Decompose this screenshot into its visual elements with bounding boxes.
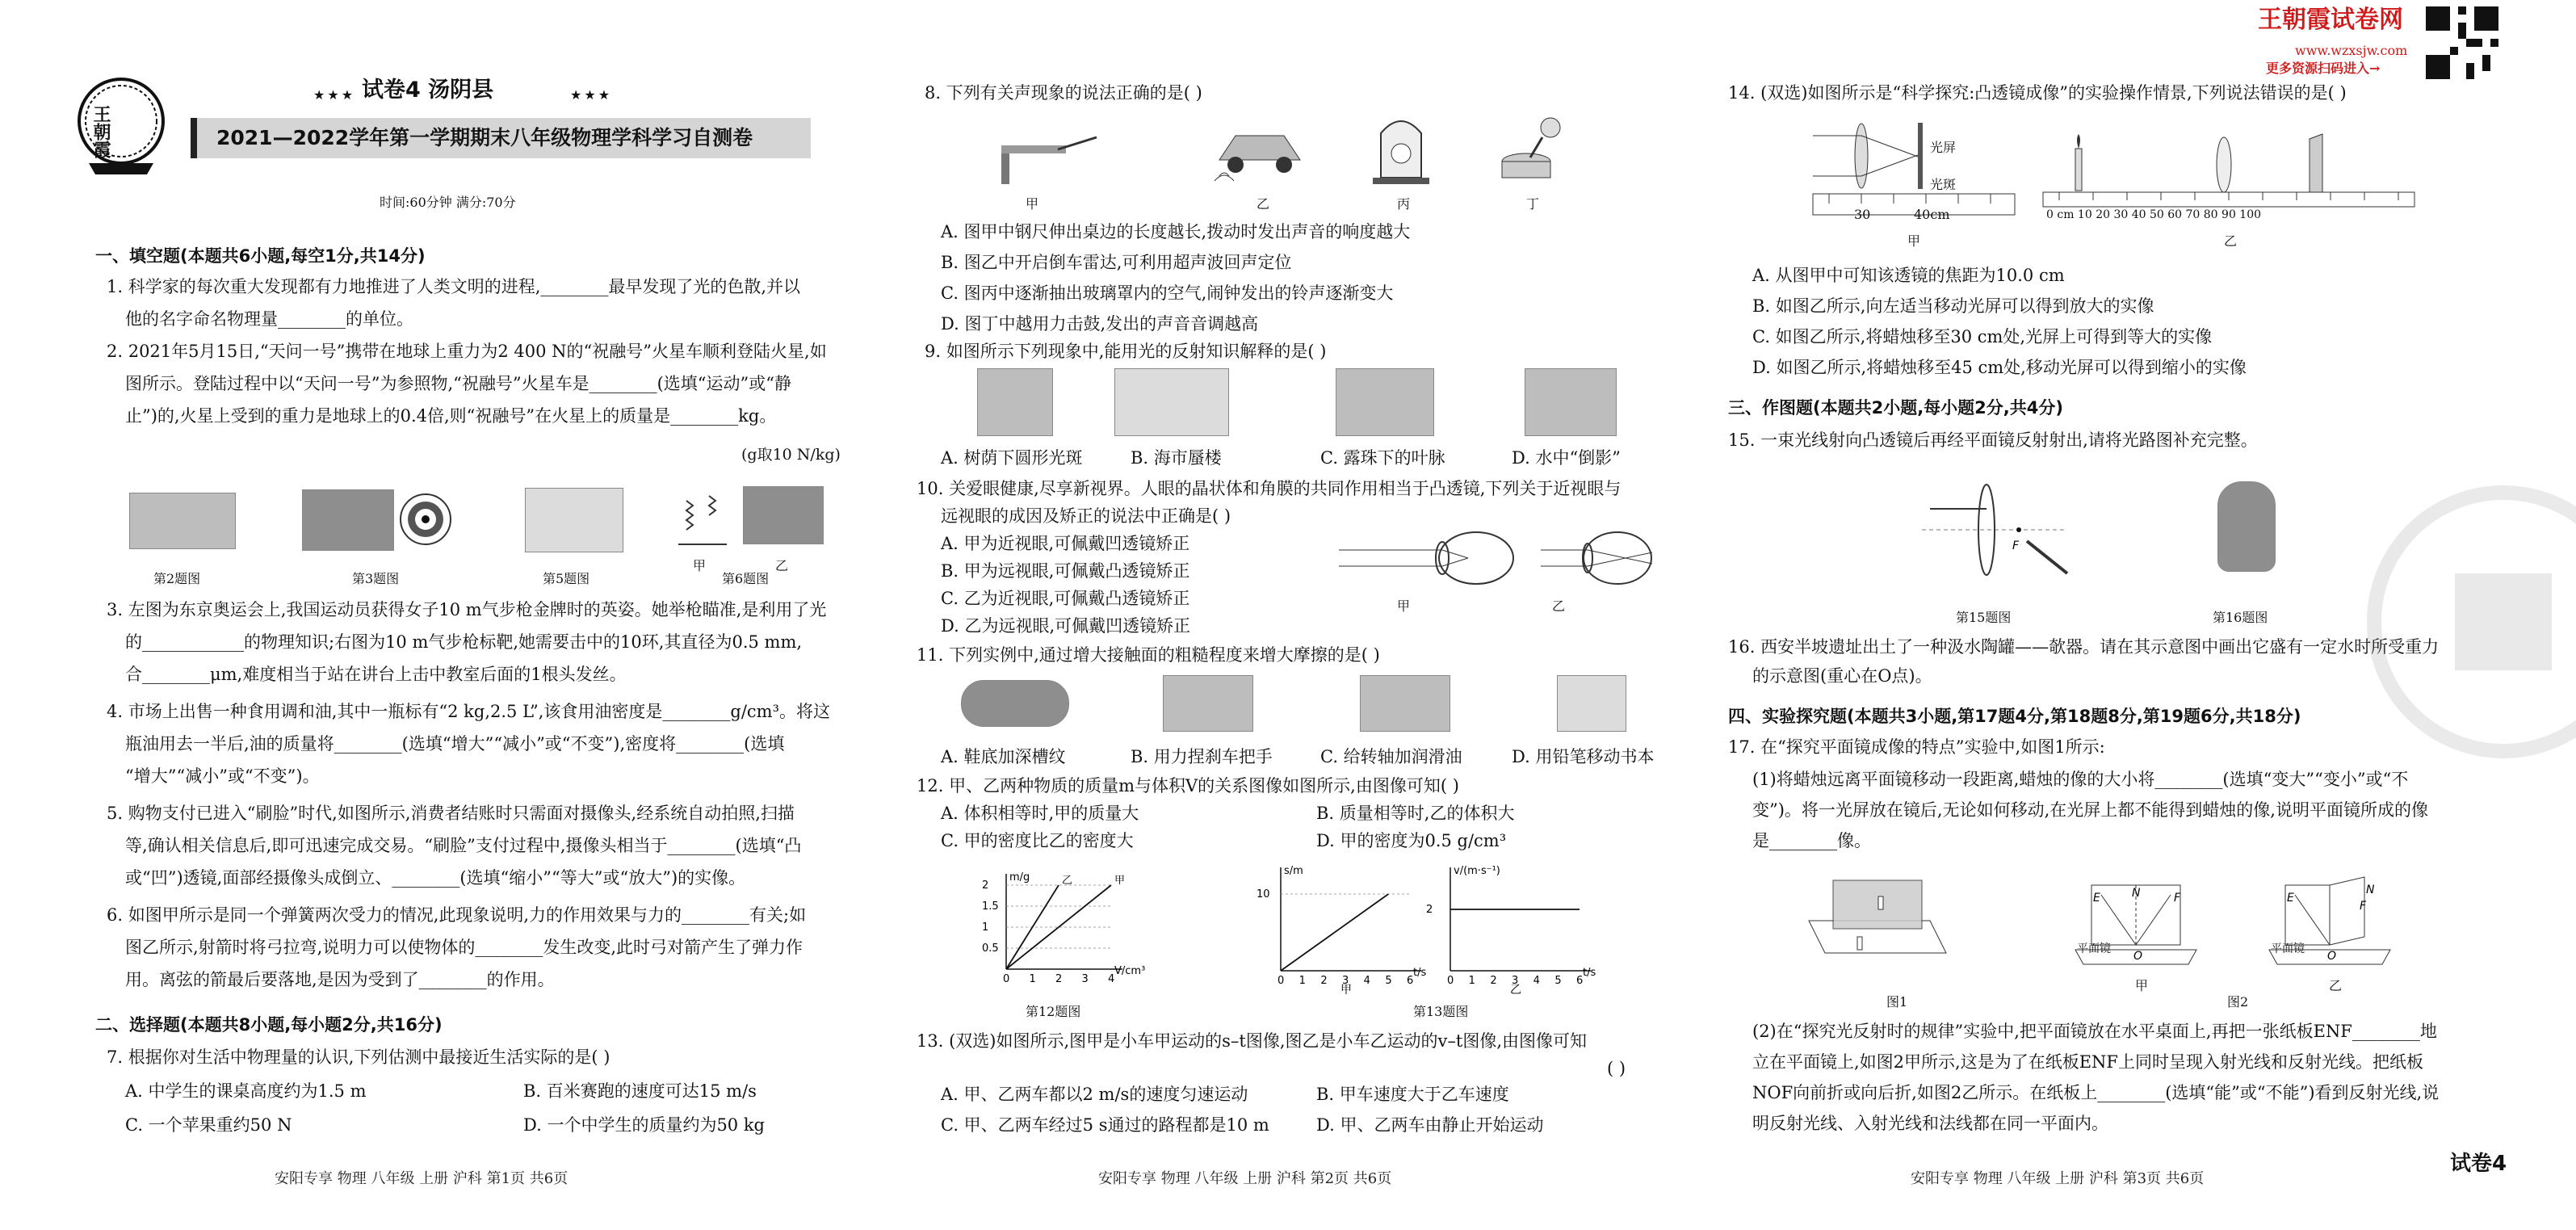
q11-fig-d-image	[1557, 675, 1626, 732]
series-line-0	[1281, 894, 1388, 971]
q8-option-a: A. 图甲中钢尺伸出桌边的长度越长,拨动时发出声音的响度越大	[941, 222, 1411, 241]
q7-stem: 7. 根据你对生活中物理量的认识,下列估测中最接近生活实际的是( )	[107, 1047, 610, 1067]
section-3-title: 三、作图题(本题共2小题,每小题2分,共4分)	[1728, 398, 2063, 418]
q14-option-b: B. 如图乙所示,向左适当移动光屏可以得到放大的实像	[1752, 296, 2154, 316]
fig-q3-shooter-image	[302, 489, 394, 551]
q10-line-2: 远视眼的成因及矫正的说法中正确是( )	[941, 506, 1231, 526]
q7-option-a: A. 中学生的课桌高度约为1.5 m	[125, 1081, 367, 1101]
page-3-footer: 安阳专享 物理 八年级 上册 沪科 第3页 共6页	[1911, 1170, 2205, 1187]
q14-scale-labels: 0 cm 10 20 30 40 50 60 70 80 90 100	[2046, 208, 2262, 221]
q17-part1-line-2: 变”)。将一光屏放在镜后,无论如何移动,在光屏上都不能得到蜡烛的像,说明平面镜所成的像	[1752, 800, 2428, 820]
q11-option-a: A. 鞋底加深槽纹	[941, 747, 1066, 766]
paper-title: 试卷4 汤阴县	[362, 78, 494, 103]
q12-option-c: C. 甲的密度比乙的密度大	[941, 831, 1134, 850]
fig-q3-caption: 第3题图	[352, 571, 400, 586]
q2-note: (g取10 N/kg)	[741, 446, 841, 464]
y-tick-label: 2	[1426, 904, 1433, 916]
svg-text:E: E	[2287, 892, 2294, 905]
q14-tick-40: 40cm	[1914, 207, 1950, 222]
q10-line-1: 10. 关爱眼健康,尽享新视界。人眼的晶状体和角膜的共同作用相当于凸透镜,下列关于近视眼与	[917, 479, 1622, 498]
q13-option-d: D. 甲、乙两车由静止开始运动	[1316, 1115, 1544, 1135]
svg-text:O: O	[2133, 950, 2143, 963]
x-tick-label: 1	[1468, 975, 1475, 987]
fig2-mirror-label-jia: 平面镜	[2077, 942, 2111, 955]
q8-option-c: C. 图丙中逐渐抽出玻璃罩内的空气,闹钟发出的铃声逐渐变大	[941, 283, 1394, 303]
q14-fig-yi-label: 乙	[2224, 233, 2238, 249]
section-4-title: 四、实验探究题(本题共3小题,第17题4分,第18题8分,第19题6分,共18分)	[1728, 707, 2301, 726]
x-tick-label: 5	[1554, 975, 1562, 987]
corner-paper-label: 试卷4	[2450, 1152, 2507, 1176]
chart-subtitle: 乙	[1510, 984, 1521, 997]
q2-line-1: 2. 2021年5月15日,“天问一号”携带在地球上重力为2 400 N的“祝融号”火星车顺利登陆火星,如	[107, 342, 827, 361]
q1-line-2: 他的名字命名物理量________的单位。	[125, 309, 413, 329]
svg-text:F: F	[2174, 892, 2181, 905]
q11-stem: 11. 下列实例中,通过增大接触面的粗糙程度来增大摩擦的是( )	[917, 645, 1380, 665]
q14-tick-30: 30	[1854, 207, 1871, 222]
q17-part1-line-3: 是________像。	[1752, 831, 1871, 850]
q5-line-2: 等,确认相关信息后,即可迅速完成交易。“刷脸”支付过程中,摄像头相当于________(选填“凸	[125, 836, 802, 855]
q11-option-d: D. 用铅笔移动书本	[1512, 747, 1655, 766]
q14-option-a: A. 从图甲中可知该透镜的焦距为10.0 cm	[1752, 266, 2065, 285]
q12-option-d: D. 甲的密度为0.5 g/cm³	[1316, 831, 1507, 850]
q8-fig-yi: 乙	[1257, 196, 1270, 212]
q3-line-3: 合________μm,难度相当于站在讲台上击中教室后面的1根头发丝。	[125, 665, 627, 684]
svg-text:N: N	[2366, 884, 2375, 896]
q10-option-b: B. 甲为远视眼,可佩戴凸透镜矫正	[941, 561, 1190, 581]
fig12-caption: 第12题图	[1026, 1004, 1081, 1019]
fig-q2-caption: 第2题图	[153, 571, 201, 586]
q8-bell-jar-icon	[1373, 113, 1429, 186]
x-tick-label: 2	[1055, 973, 1063, 985]
q6-line-2: 图乙所示,射箭时将弓拉弯,说明力可以使物体的________发生改变,此时弓对箭产生了弹力作	[125, 938, 803, 957]
title-stars-left: ★★★	[313, 87, 356, 103]
q9-fig-d-image	[1525, 368, 1617, 436]
q11-fig-c-image	[1360, 675, 1450, 732]
x-tick-label: 6	[1576, 975, 1584, 987]
svg-text:F: F	[2360, 900, 2367, 913]
section-2-title: 二、选择题(本题共8小题,每小题2分,共16分)	[95, 1015, 443, 1035]
brand-url: www.wzxsjw.com	[2295, 43, 2408, 58]
x-tick-label: 4	[1108, 973, 1115, 985]
fig1-caption: 图1	[1886, 994, 1908, 1010]
q9-option-d: D. 水中“倒影”	[1512, 448, 1621, 468]
q12-mass-volume-chart	[977, 864, 1146, 993]
fig2-caption: 图2	[2227, 994, 2249, 1010]
x-axis-label: t/s	[1583, 967, 1596, 979]
q4-line-2: 瓶油用去一半后,油的质量将________(选填“增大”“减小”或“不变”),密度将________(选填	[125, 734, 785, 754]
logo-text: 王朝霞	[90, 105, 111, 158]
x-tick-label: 4	[1363, 975, 1370, 987]
section-1-title: 一、填空题(本题共6小题,每空1分,共14分)	[95, 246, 426, 266]
q12-option-b: B. 质量相等时,乙的体积大	[1316, 804, 1515, 823]
q9-fig-a-image	[977, 368, 1053, 436]
x-axis-label: t/s	[1413, 967, 1427, 979]
page-1-footer: 安阳专享 物理 八年级 上册 沪科 第1页 共6页	[275, 1170, 568, 1187]
q17-part1-line-1: (1)将蜡烛远离平面镜移动一段距离,蜡烛的像的大小将________(选填“变大”“变小”或“不	[1752, 770, 2409, 789]
q10-option-c: C. 乙为近视眼,可佩戴凸透镜矫正	[941, 589, 1190, 608]
y-axis-label: s/m	[1284, 865, 1303, 877]
q17-part2-line-3: NOF向前折或向后折,如图2乙所示。在纸板上________(选填“能”或“不能”)看到反射光线,说	[1752, 1083, 2440, 1102]
q11-option-b: B. 用力捏刹车把手	[1131, 747, 1273, 766]
q14-fig-yi-diagram	[2043, 128, 2414, 208]
q8-option-b: B. 图乙中开启倒车雷达,可利用超声波回声定位	[941, 253, 1292, 272]
q14-label-spot: 光斑	[1930, 177, 1957, 192]
q6-line-3: 用。离弦的箭最后要落地,是因为受到了________的作用。	[125, 970, 555, 989]
q13-v-t-chart	[1421, 858, 1607, 995]
fig-q2-image	[129, 493, 236, 549]
q9-fig-b-image	[1114, 368, 1229, 436]
title-stars-right: ★★★	[570, 87, 613, 103]
q7-option-b: B. 百米赛跑的速度可达15 m/s	[523, 1081, 757, 1101]
q16-vessel-image	[2217, 481, 2276, 572]
fig-q6-label-yi: 乙	[775, 558, 789, 573]
page-3	[1704, 0, 2566, 1230]
brand-name: 王朝霞试卷网	[2258, 6, 2403, 34]
q17-part2-line-2: 立在平面镜上,如图2甲所示,这是为了在纸板ENF上同时呈现入射光线和反射光线。把纸板	[1752, 1052, 2423, 1072]
watermark-seal-icon	[2366, 485, 2576, 759]
q9-option-a: A. 树荫下圆形光斑	[941, 448, 1083, 468]
y-tick-label: 10	[1257, 888, 1270, 900]
q9-option-b: B. 海市蜃楼	[1131, 448, 1222, 468]
q8-option-d: D. 图丁中越用力击鼓,发出的声音音调越高	[941, 314, 1259, 334]
y-axis-label: v/(m·s⁻¹)	[1454, 865, 1500, 877]
y-tick-label: 0.5	[982, 942, 999, 955]
q8-fig-jia: 甲	[1026, 196, 1039, 212]
x-tick-label: 0	[1278, 975, 1285, 987]
fig2-yi-label: 乙	[2329, 978, 2343, 993]
q17-part2-line-4: 明反射光线、入射光线和法线都在同一平面内。	[1752, 1114, 2108, 1133]
q10-fig-yi: 乙	[1552, 598, 1566, 614]
q13-line-1: 13. (双选)如图所示,图甲是小车甲运动的s–t图像,图乙是小车乙运动的v–t图像,由图像可知	[917, 1031, 1587, 1051]
q13-option-b: B. 甲车速度大于乙车速度	[1316, 1085, 1509, 1104]
x-tick-label: 3	[1081, 973, 1089, 985]
q7-option-c: C. 一个苹果重约50 N	[125, 1115, 292, 1135]
page-2	[896, 0, 1704, 1230]
fig-q5-image	[525, 488, 623, 552]
q6-line-1: 6. 如图甲所示是同一个弹簧两次受力的情况,此现象说明,力的作用效果与力的________有关;如	[107, 905, 807, 925]
page-2-footer: 安阳专享 物理 八年级 上册 沪科 第2页 共6页	[1098, 1170, 1392, 1187]
q12-option-a: A. 体积相等时,甲的质量大	[941, 804, 1139, 823]
brand-more: 更多资源扫码进入→	[2266, 61, 2381, 76]
x-tick-label: 2	[1490, 975, 1497, 987]
fig-q6-caption: 第6题图	[722, 571, 770, 586]
q13-option-c: C. 甲、乙两车经过5 s通过的路程都是10 m	[941, 1115, 1269, 1135]
q11-fig-b-image	[1163, 675, 1253, 732]
q8-car-radar-icon	[1211, 111, 1308, 186]
series-label: 甲	[1114, 875, 1126, 887]
exam-title: 2021—2022学年第一学期期末八年级物理学科学习自测卷	[216, 126, 753, 149]
q11-option-c: C. 给转轴加润滑油	[1320, 747, 1462, 766]
x-tick-label: 3	[1512, 975, 1519, 987]
x-tick-label: 1	[1029, 973, 1036, 985]
q10-option-a: A. 甲为近视眼,可佩戴凹透镜矫正	[941, 534, 1190, 553]
q7-option-d: D. 一个中学生的质量约为50 kg	[523, 1115, 766, 1135]
q15-stem: 15. 一束光线射向凸透镜后再经平面镜反射射出,请将光路图补充完整。	[1728, 430, 2258, 450]
q10-eye-diagram-jia	[1339, 530, 1517, 586]
chart-subtitle: 甲	[1340, 984, 1352, 997]
fig2-mirror-label-yi: 平面镜	[2271, 942, 2305, 955]
q13-s-t-chart	[1252, 858, 1437, 995]
svg-text:O: O	[2327, 950, 2337, 963]
fig-q5-caption: 第5题图	[543, 571, 590, 586]
fig2-jia-label: 甲	[2135, 978, 2149, 993]
qr-code-icon	[2426, 6, 2498, 79]
x-tick-label: 2	[1320, 975, 1328, 987]
q12-stem: 12. 甲、乙两种物质的质量m与体积V的关系图像如图所示,由图像可知( )	[917, 776, 1459, 796]
q17-part2-line-1: (2)在“探究光反射时的规律”实验中,把平面镜放在水平桌面上,再把一张纸板ENF________地	[1752, 1022, 2437, 1041]
q9-stem: 9. 如图所示下列现象中,能用光的反射知识解释的是( )	[925, 342, 1327, 361]
q2-line-2: 图所示。登陆过程中以“天问一号”为参照物,“祝融号”火星车是________(选填“运动”或“静	[125, 374, 792, 393]
q3-line-2: 的____________的物理知识;右图为10 m气步枪标靶,她需要击中的10环,其直径为0.5 mm,	[125, 632, 803, 652]
q10-eye-diagram-yi	[1541, 530, 1654, 586]
q9-option-c: C. 露珠下的叶脉	[1320, 448, 1445, 468]
fig-q6-archer-image	[743, 486, 824, 544]
svg-text:F: F	[2012, 539, 2020, 552]
q5-line-3: 或“凹”)透镜,面部经摄像头成倒立、________(选填“缩小”“等大”或“放大”)的实像。	[125, 868, 746, 888]
svg-text:E: E	[2093, 892, 2100, 905]
q8-fig-ding: 丁	[1526, 196, 1540, 212]
fig15-caption: 第15题图	[1956, 610, 2012, 625]
fig16-caption: 第16题图	[2213, 610, 2268, 625]
x-tick-label: 0	[1447, 975, 1454, 987]
q2-line-3: 止”)的,火星上受到的重力是地球上的0.4倍,则“祝融号”在火星上的质量是________kg。	[125, 406, 777, 426]
q17-fig1-diagram	[1801, 872, 1962, 969]
q8-ruler-icon	[1001, 113, 1098, 186]
q5-line-1: 5. 购物支付已进入“刷脸”时代,如图所示,消费者结账时只需面对摄像头,经系统自动拍照,扫描	[107, 804, 795, 823]
y-tick-label: 2	[982, 879, 989, 892]
q16-line-2: 的示意图(重心在O点)。	[1752, 666, 1932, 686]
q10-option-d: D. 乙为远视眼,可佩戴凹透镜矫正	[941, 616, 1191, 636]
q13-option-a: A. 甲、乙两车都以2 m/s的速度匀速运动	[941, 1085, 1248, 1104]
q4-line-1: 4. 市场上出售一种食用调和油,其中一瓶标有“2 kg,2.5 L”,该食用油密度是________g/cm³。将这	[107, 702, 831, 721]
q11-fig-a-image	[961, 680, 1069, 727]
x-tick-label: 1	[1298, 975, 1306, 987]
q17-stem: 17. 在“探究平面镜成像的特点”实验中,如图1所示:	[1728, 737, 2105, 757]
x-tick-label: 4	[1533, 975, 1540, 987]
q8-stem: 8. 下列有关声现象的说法正确的是( )	[925, 83, 1202, 103]
page-1	[0, 0, 896, 1230]
y-tick-label: 1.5	[982, 900, 999, 913]
time-score: 时间:60分钟 满分:70分	[380, 195, 516, 210]
q14-fig-jia-label: 甲	[1907, 233, 1921, 249]
q4-line-3: “增大”“减小”或“不变”)。	[125, 766, 320, 786]
fig13-caption: 第13题图	[1413, 1004, 1469, 1019]
x-tick-label: 6	[1407, 975, 1414, 987]
q3-line-1: 3. 左图为东京奥运会上,我国运动员获得女子10 m气步枪金牌时的英姿。她举枪瞄准,是利用了光	[107, 600, 827, 619]
q15-lens-mirror-diagram	[1922, 476, 2083, 581]
y-tick-label: 1	[982, 921, 989, 934]
q14-option-d: D. 如图乙所示,将蜡烛移至45 cm处,移动光屏可以得到缩小的实像	[1752, 358, 2247, 377]
q14-option-c: C. 如图乙所示,将蜡烛移至30 cm处,光屏上可得到等大的实像	[1752, 327, 2213, 346]
q16-line-1: 16. 西安半坡遗址出土了一种汲水陶罐——欹器。请在其示意图中画出它盛有一定水时所受重力	[1728, 637, 2440, 657]
q8-fig-bing: 丙	[1397, 196, 1411, 212]
x-axis-label: V/cm³	[1114, 965, 1146, 977]
q9-fig-c-image	[1336, 368, 1434, 436]
q8-drum-icon	[1494, 113, 1575, 186]
series-label: 乙	[1062, 875, 1073, 887]
fig-q3-target-icon	[399, 493, 452, 546]
y-axis-label: m/g	[1009, 871, 1030, 884]
q14-label-screen: 光屏	[1930, 140, 1957, 155]
q10-fig-jia: 甲	[1397, 598, 1411, 614]
q13-line-2: ( )	[1607, 1059, 1626, 1078]
q1-line-1: 1. 科学家的每次重大发现都有力地推进了人类文明的进程,________最早发现了光的色散,并以	[107, 277, 801, 296]
x-tick-label: 0	[1003, 973, 1010, 985]
x-tick-label: 5	[1385, 975, 1392, 987]
fig-q6-label-jia: 甲	[693, 558, 707, 573]
publisher-logo	[73, 74, 170, 179]
q14-stem: 14. (双选)如图所示是“科学探究:凸透镜成像”的实验操作情景,下列说法错误的是( )	[1728, 83, 2347, 103]
svg-text:N: N	[2132, 887, 2141, 900]
fig-q6-spring-icon	[678, 493, 727, 549]
x-tick-label: 3	[1342, 975, 1349, 987]
